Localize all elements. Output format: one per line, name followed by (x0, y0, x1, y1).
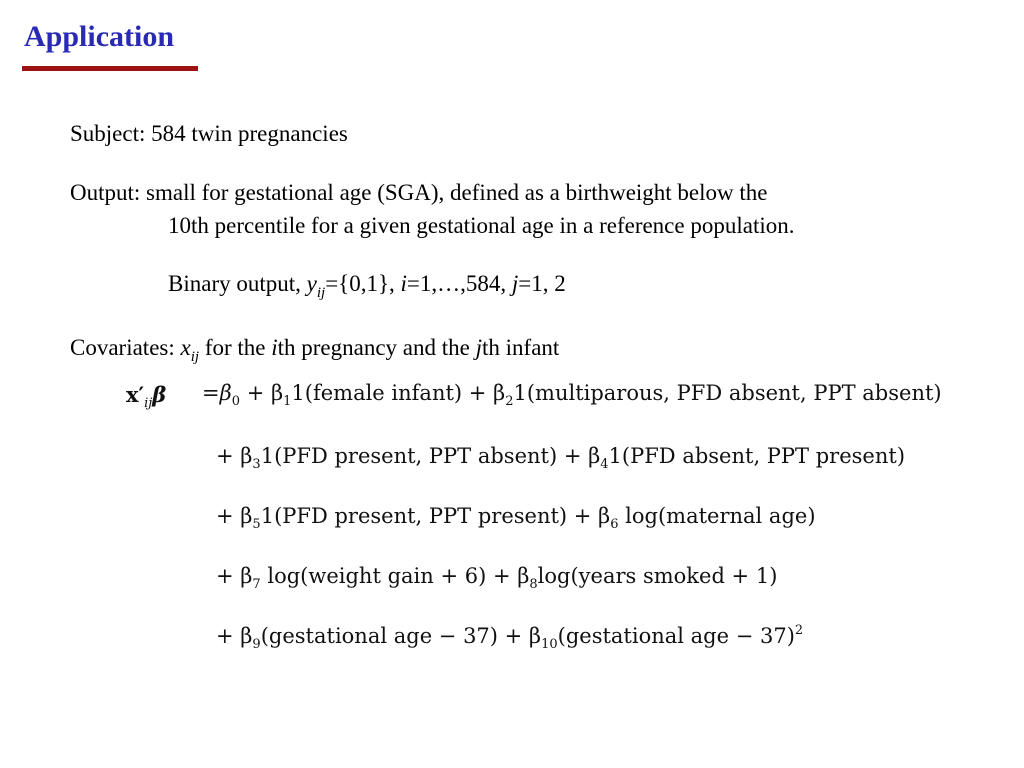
output-line-2: 10th percentile for a given gestational age in a reference population. (168, 213, 795, 238)
beta-index: 8 (529, 577, 538, 592)
var-j: j (511, 271, 519, 296)
var-i: i (400, 271, 407, 296)
exponent: 2 (794, 623, 804, 638)
beta-index: 5 (252, 517, 261, 532)
eq-sign: = (202, 381, 220, 405)
eq-term: log(weight gain + 6) + β (260, 564, 530, 588)
output-line-1: Output: small for gestational age (SGA), defined as a birthweight below the (70, 180, 768, 205)
lhs-ij: ij (144, 396, 153, 411)
var-i: i (271, 335, 278, 360)
covariates-mid2: th pregnancy and the (277, 335, 476, 360)
beta-index: 9 (252, 637, 261, 652)
eq-term: 1(female infant) + β (291, 381, 506, 405)
beta-index: 3 (252, 457, 261, 472)
eq-term: 1(PFD absent, PPT present) (608, 444, 906, 468)
equation-line-3 (216, 501, 816, 531)
sub-ij: ij (190, 349, 200, 365)
equation-line-1 (202, 378, 942, 408)
binary-prefix: Binary output, (168, 271, 307, 296)
eq-term: 1(multiparous, PFD absent, PPT absent) (513, 381, 942, 405)
beta-index: 10 (541, 637, 558, 652)
beta-index: 0 (231, 394, 241, 409)
slide-title: Application (24, 20, 175, 53)
eq-term: 1(PFD present, PPT present) + β (260, 504, 611, 528)
sub-ij: ij (316, 285, 326, 301)
covariates-prefix: Covariates: (70, 335, 181, 360)
lhs-x: x′ (126, 382, 145, 407)
binary-set: ={0,1}, (325, 271, 401, 296)
beta-index: 2 (505, 394, 514, 409)
binary-output-line (168, 269, 566, 299)
beta-index: 7 (252, 577, 261, 592)
eq-term: + β (216, 504, 253, 528)
var-y: y (306, 271, 317, 296)
lhs-beta: β (152, 382, 167, 407)
eq-term: 1(PFD present, PPT absent) + β (260, 444, 601, 468)
var-j: j (475, 335, 482, 360)
equation-lhs (126, 380, 166, 410)
eq-term: + β (216, 444, 253, 468)
eq-term: (gestational age − 37) (557, 624, 795, 648)
beta-index: 6 (610, 517, 619, 532)
covariates-mid3: th infant (482, 335, 560, 360)
beta-index: 1 (283, 394, 292, 409)
eq-term: log(years smoked + 1) (537, 564, 778, 588)
eq-term: log(maternal age) (618, 504, 816, 528)
covariates-line (70, 333, 559, 363)
equation-line-4 (216, 561, 777, 591)
beta-index: 4 (600, 457, 609, 472)
eq-term: + β (240, 381, 284, 405)
title-underline (22, 66, 198, 71)
i-range: =1,…,584, (406, 271, 512, 296)
equation-line-2 (216, 441, 905, 471)
beta-symbol: β (219, 381, 232, 405)
eq-term: (gestational age − 37) + β (260, 624, 542, 648)
var-x: x (180, 335, 191, 360)
covariates-mid1: for the (199, 335, 272, 360)
subject-line: Subject: 584 twin pregnancies (70, 121, 348, 146)
equation-line-5 (216, 621, 803, 651)
eq-term: + β (216, 564, 253, 588)
eq-term: + β (216, 624, 253, 648)
j-range: =1, 2 (518, 271, 566, 296)
